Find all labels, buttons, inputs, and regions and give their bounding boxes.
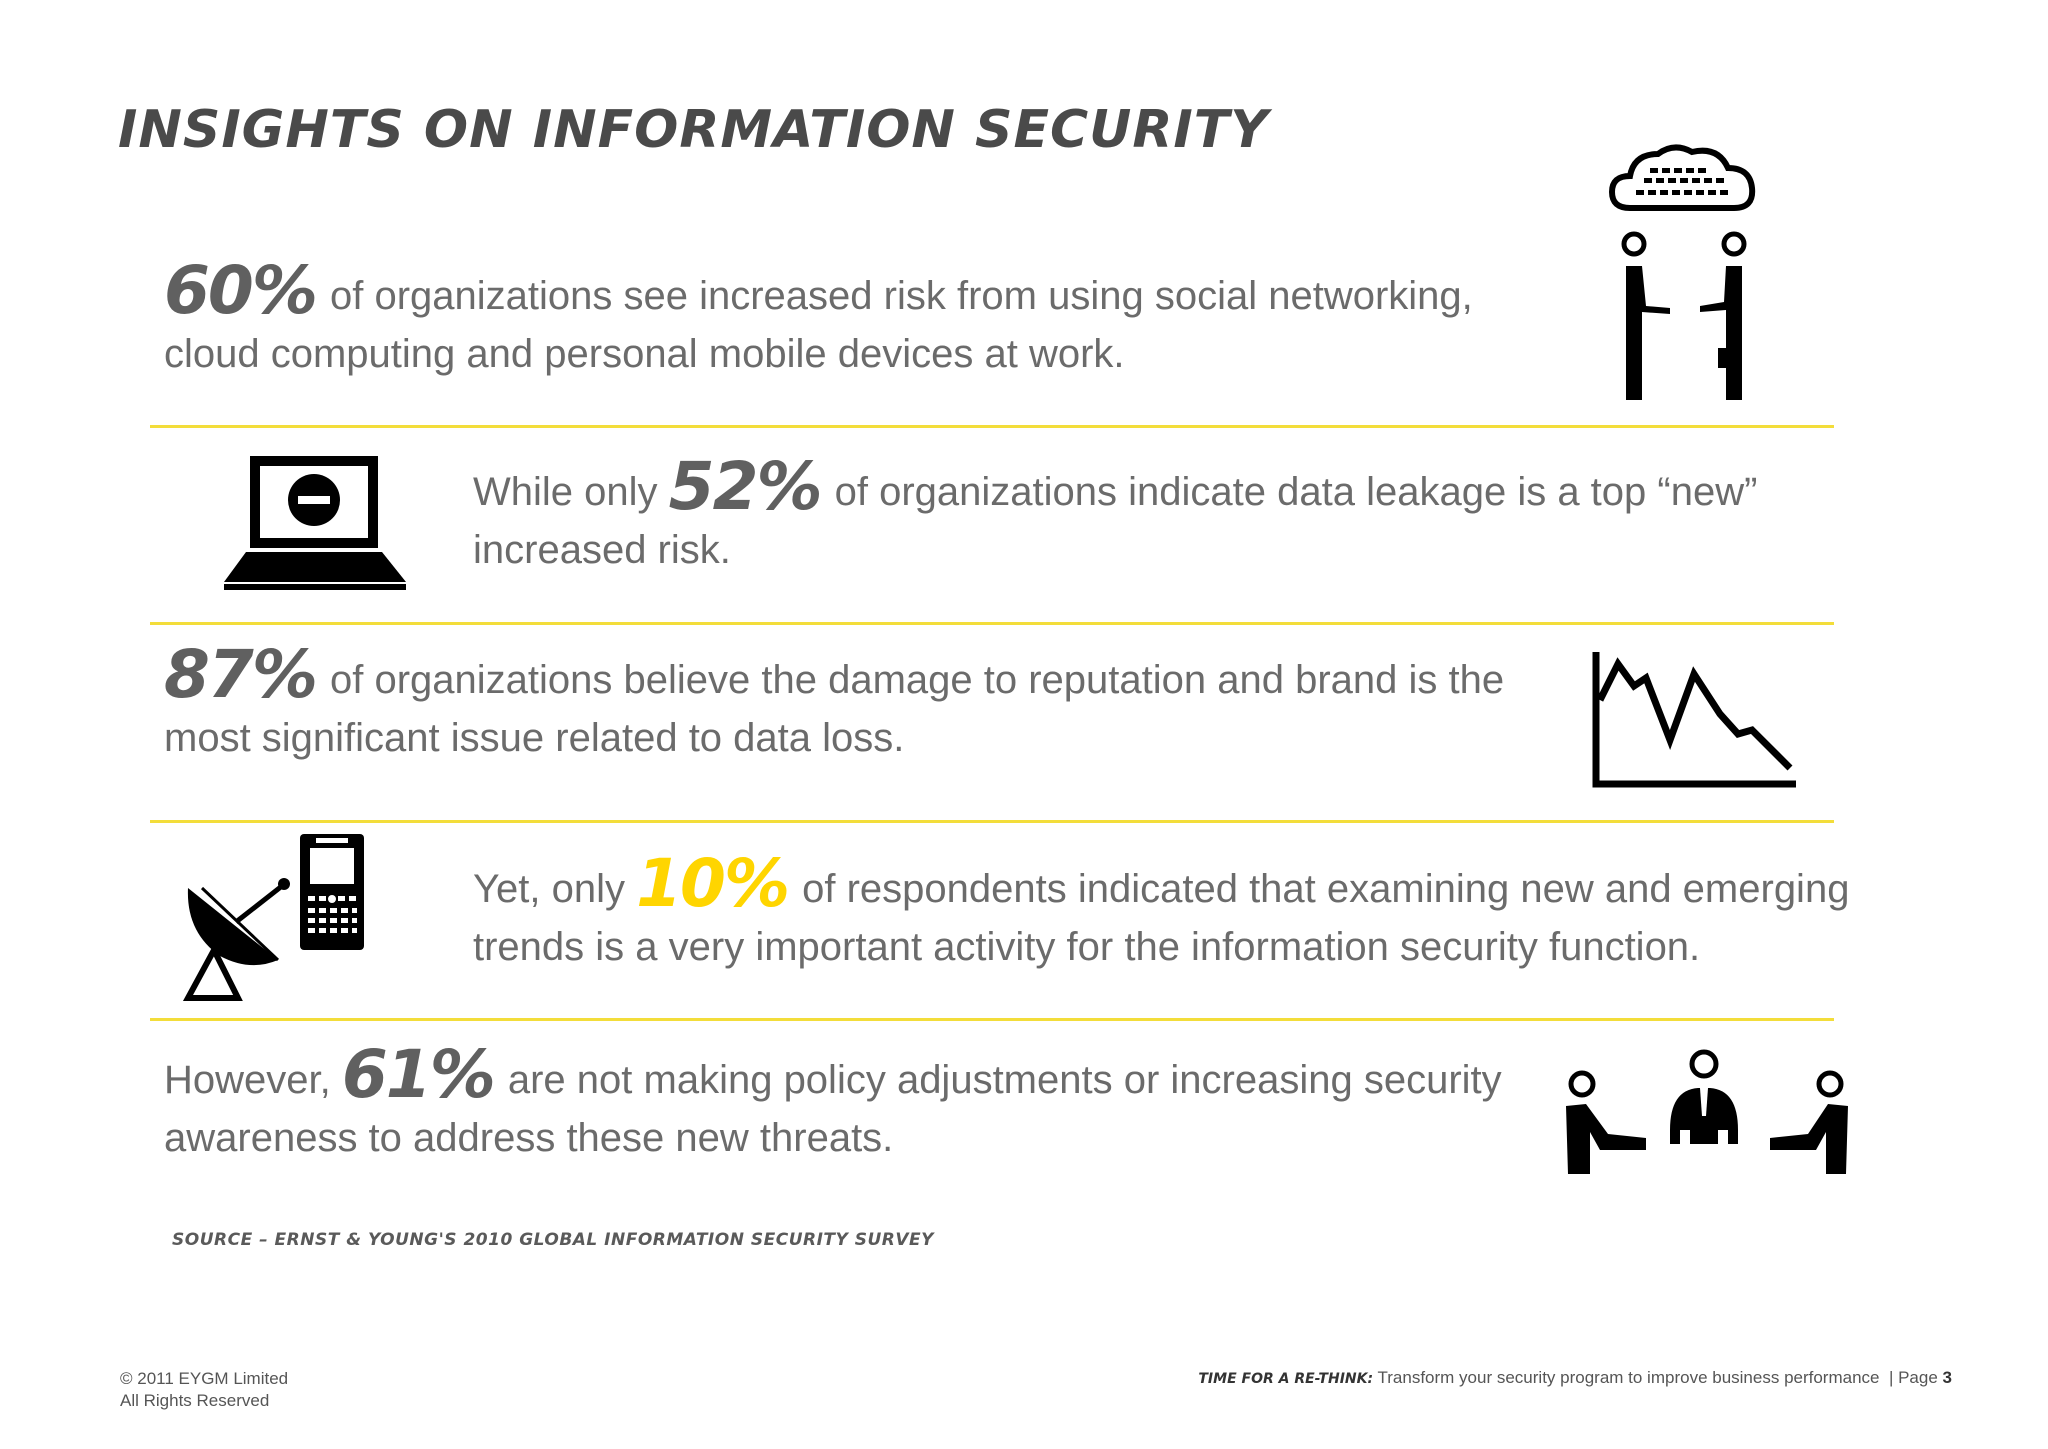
divider xyxy=(150,820,1834,823)
divider xyxy=(150,622,1834,625)
stat-prefix: Yet, only xyxy=(473,867,625,911)
meeting-people-icon xyxy=(1560,1048,1860,1178)
stat-text-line1: of organizations see increased risk from using social networking, xyxy=(329,274,1473,318)
page-label: | Page xyxy=(1888,1368,1938,1387)
stat-prefix: While only xyxy=(473,470,658,514)
tagline-label: TIME FOR A RE-THINK: xyxy=(1198,1371,1374,1387)
laptop-blocked-icon xyxy=(220,452,410,592)
stat-block-1 xyxy=(164,252,1473,383)
stat-text-line2: awareness to address these new threats. xyxy=(164,1116,894,1160)
stat-value: 52% xyxy=(668,448,821,525)
declining-chart-icon xyxy=(1590,650,1800,790)
stat-text-line1: of organizations believe the damage to reputation and brand is the xyxy=(329,658,1505,702)
stat-block-2 xyxy=(473,448,1758,579)
stat-block-3 xyxy=(164,636,1505,767)
page-title: INSIGHTS ON INFORMATION SECURITY xyxy=(118,100,1269,160)
divider xyxy=(150,1018,1834,1021)
stat-text-line1: are not making policy adjustments or increasing security xyxy=(507,1058,1502,1102)
stat-text-line2: increased risk. xyxy=(473,528,731,572)
stat-value-highlight: 10% xyxy=(636,845,789,922)
stat-text-line1: of organizations indicate data leakage is a top “new” xyxy=(834,470,1758,514)
satellite-phone-icon xyxy=(180,832,370,1002)
stat-block-4 xyxy=(473,845,1850,976)
footer-tagline xyxy=(1198,1368,1952,1388)
stat-value: 87% xyxy=(164,636,316,713)
copyright-text: © 2011 EYGM Limited xyxy=(120,1369,289,1388)
stat-text-line2: trends is a very important activity for the information security function. xyxy=(473,925,1701,969)
divider xyxy=(150,425,1834,428)
stat-prefix: However, xyxy=(164,1058,331,1102)
source-note: SOURCE – ERNST & YOUNG'S 2010 GLOBAL INFORMATION SECURITY SURVEY xyxy=(172,1230,934,1250)
rights-text: All Rights Reserved xyxy=(120,1391,270,1410)
page-number: 3 xyxy=(1942,1368,1952,1387)
stat-block-5 xyxy=(164,1036,1502,1167)
stat-text-line2: cloud computing and personal mobile devices at work. xyxy=(164,332,1125,376)
cloud-handshake-icon xyxy=(1600,138,1770,408)
stat-value: 60% xyxy=(164,252,316,329)
stat-value: 61% xyxy=(341,1036,494,1113)
stat-text-line1: of respondents indicated that examining new and emerging xyxy=(802,867,1850,911)
footer-copyright xyxy=(120,1368,288,1412)
tagline-text: Transform your security program to improve business performance xyxy=(1377,1368,1880,1387)
stat-text-line2: most significant issue related to data loss. xyxy=(164,716,905,760)
